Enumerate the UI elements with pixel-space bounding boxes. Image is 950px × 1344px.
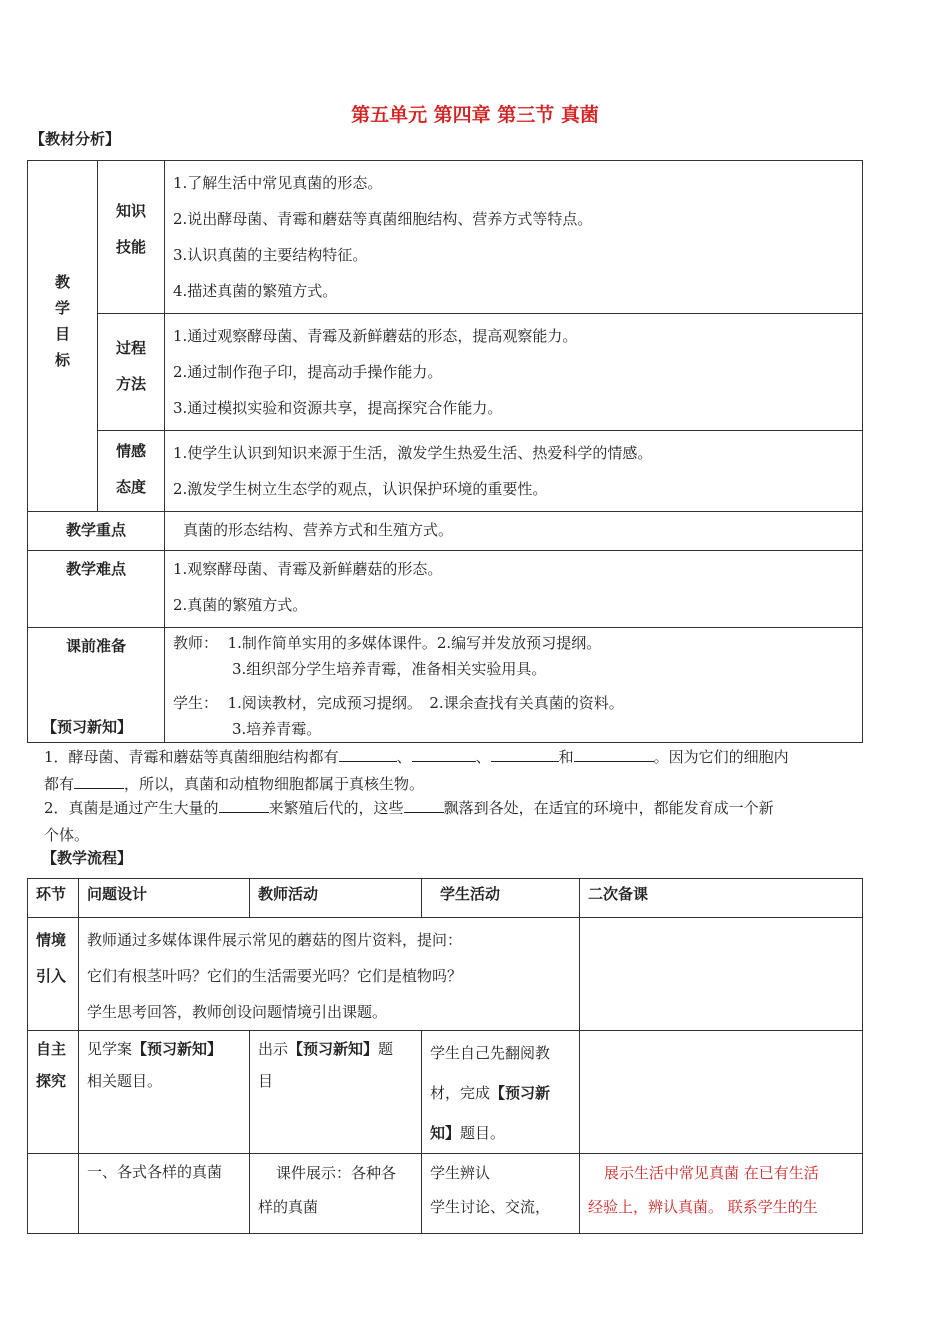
difficult-point-items [165,551,863,628]
section-analysis-heading: 【教材分析】 [30,130,121,148]
header-teacher: 教师活动 [250,879,422,918]
knowledge-items [165,161,863,314]
header-question: 问题设计 [79,879,250,918]
list-item: 1.了解生活中常见真菌的形态。 [173,174,383,192]
list-item: 2.真菌的繁殖方式。 [173,596,308,614]
list-item: 2.激发学生树立生态学的观点，认识保护环境的重要性。 [173,480,548,498]
list-item: 2.说出酵母菌、青霉和蘑菇等真菌细胞结构、营养方式等特点。 [173,210,593,228]
preview-question-2: 2．真菌是通过产生大量的 来繁殖后代的，这些 飘落到各处，在适宜的环境中，都能发育成一个新 个体。 [44,795,864,849]
stage-empty [28,1154,79,1234]
knowledge-label: 知识 技能 [98,161,165,314]
list-item: 1.使学生认识到知识来源于生活，激发学生热爱生活、热爱科学的情感。 [173,444,653,462]
explore-notes [580,1031,863,1154]
section-notes: 展示生活中常见真菌 在已有生活 经验上，辨认真菌。 联系学生的生 [580,1154,863,1234]
header-notes: 二次备课 [580,879,863,918]
student-label: 学生： [173,694,219,712]
section-student: 学生辨认 学生讨论、交流， [422,1154,580,1234]
page-title: 第五单元 第四章 第三节 真菌 [351,104,599,126]
flow-table [27,878,863,1234]
process-items [165,314,863,431]
preparation-label: 课前准备 [28,628,165,743]
explore-question: 见学案【预习新知】 相关题目。 [79,1031,250,1154]
section-preview-heading: 【预习新知】 [42,718,133,736]
list-item: 1.观察酵母菌、青霉及新鲜蘑菇的形态。 [173,560,443,578]
emotion-label: 情感 态度 [98,431,165,512]
difficult-point-label: 教学难点 [28,551,165,628]
section-question: 一、各式各样的真菌 [79,1154,250,1234]
list-item: 3.认识真菌的主要结构特征。 [173,246,368,264]
list-item: 4.描述真菌的繁殖方式。 [173,282,338,300]
list-item: 3.通过模拟实验和资源共享，提高探究合作能力。 [173,399,503,417]
intro-content: 教师通过多媒体课件展示常见的蘑菇的图片资料，提问： 它们有根茎叶吗？它们的生活需要光吗？它们是植物吗？ 学生思考回答，教师创设问题情境引出课题。 [79,918,580,1031]
process-label: 过程 方法 [98,314,165,431]
stage-intro: 情境 引入 [28,918,79,1031]
section-flow-heading: 【教学流程】 [42,849,133,867]
explore-student: 学生自己先翻阅教 材，完成【预习新 知】题目。 [422,1031,580,1154]
analysis-table [27,160,863,743]
header-student: 学生活动 [422,879,580,918]
stage-explore: 自主 探究 [28,1031,79,1154]
emotion-items [165,431,863,512]
key-point-text: 真菌的形态结构、营养方式和生殖方式。 [165,512,863,551]
goals-label: 教 学 目 标 [28,161,98,512]
list-item: 1.通过观察酵母菌、青霉及新鲜蘑菇的形态，提高观察能力。 [173,327,578,345]
intro-notes [580,918,863,1031]
section-teacher: 课件展示：各种各 样的真菌 [250,1154,422,1234]
preparation-content: 教师： 1.制作简单实用的多媒体课件。2.编写并发放预习提纲。 3.组织部分学生培养青霉，准备相关实验用具。 学生： 1.阅读教材，完成预习提纲。 2.课余查找有关真菌的资料。 3.培养青霉。 [165,628,863,743]
explore-teacher: 出示【预习新知】题 目 [250,1031,422,1154]
list-item: 2.通过制作孢子印，提高动手操作能力。 [173,363,443,381]
teacher-label: 教师： [173,634,219,652]
header-stage: 环节 [28,879,79,918]
key-point-label: 教学重点 [28,512,165,551]
preview-question-1: 1．酵母菌、青霉和蘑菇等真菌细胞结构都有 、 、 和 。因为它们的细胞内 都有 ，所以，真菌和动植物细胞都属于真核生物。 [44,744,864,798]
